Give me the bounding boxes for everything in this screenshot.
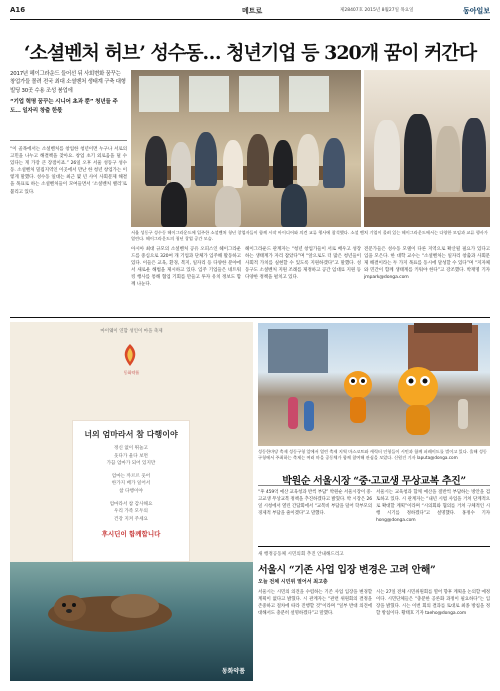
lede-rule [10,140,127,141]
brand-logo-icon [118,342,142,368]
ad-message-card [72,420,190,562]
festival-caption: 성동한마당 축제 성동구청 앞에서 열린 축제 지역 마스코트와 캐릭터 인형들이 시민과 함께 퍼레이드를 벌이고 있다. 올해 성동구청에서 주최하는 축제는 여러 마을 공동체가 함께 참여해 관심을 모았다. 신원건 기자 laputa@donga.com [258,449,487,460]
ad-tagline: 마이웨이 연합 성인이 마을 축제 [100,329,163,334]
otter-icon [40,580,190,642]
ad-cta: 후시딘이 함께합니다 [101,530,161,539]
ad-line: 정신 없이 뛰놀고 [114,446,148,451]
ad-line: 가끔 엄마가 되어 있지만 [106,461,156,467]
main-photo [131,70,361,227]
article-column-1: “이 골목에서는 소셜벤처를 창업한 청년이면 누구나 서로의 고민을 나누고 해결책을 찾아요. 창업 초기 외로움을 덜 수 있다는 게 가장 큰 장점이죠.” 26일 오후 서울 성동구 성수동. 소셜벤처 밀집지역인 이곳에서 만난 한 청년 창업가는 이렇게 말했다. 성수동 일대는 최근 몇 년 사이 사회문제 해결을 목표로 하는 소셜벤처들이 모여들면서 ‘소셜벤처 밸리’로 불리고 있다. [10,147,127,195]
story-b-rule [258,485,490,486]
page-number: A16 [10,6,26,14]
story-c-kicker: 새 행정공동체 시민의회 추진 안내해드리고 [258,552,344,557]
ad-line: 엄마는 까르르 웃어 [111,473,151,479]
story-c-rule [258,546,490,547]
story-c-column-2: 시는 27일 전체 시민위원회를 열어 향후 계획을 논의할 예정이다. 시민단체들은 “충분한 공론화 과정이 필요하다”는 입장을 밝혔다. 시는 이번 회의 결과를 토대로 최종 방침을 정할 방침이다. 황태호 기자 taeho@donga.com [376,590,490,616]
ad-line: 웃다가 울다 보면 [114,453,148,459]
masthead [10,6,490,18]
ad-line: 한가지 배가 일어서 [111,481,151,487]
mascot-icon [258,323,490,446]
ad-brand: 동화약품 [123,370,140,375]
article-column-3: 헤이그라운드 관계자는 “청년 창업가들이 서로 배우고 성장하는 생태계가 자리 잡았다”며 “앞으로도 더 많은 청년들이 사회적 가치를 실현할 수 있도록 지원하겠다”고 말했다. 성동구도 소셜벤처 지원 조례를 제정하고 공간 임대료 지원 등 다양한 정책을 펼치고 있다. [245,247,361,281]
story-b-column-2: 서울시는 교육청과 함께 예산을 절반씩 부담하는 방안을 검토하고 있다. 시 관계자는 “내년 시범 사업을 거쳐 단계적으로 확대할 계획”이라며 “시의회와 협의를 거쳐 구체적인 시행 시기를 정하겠다”고 설명했다. 홍정수 기자 hong@donga.com [376,490,490,523]
ad-line: 참 다행이야 [119,488,143,494]
section-divider [10,317,490,318]
ad-line: 건강 지켜 주세요 [114,516,148,522]
ad-title: 너의 엄마라서 참 다행이야 [84,430,178,439]
lede-subhead: “기업 혁명 꿈꾸는 시니어 초과 뿐” 청년들 주도… 일자리 창출 한몫 [10,99,118,114]
festival-photo [258,323,490,446]
story-c-column-1: 서울시는 시민의 의견을 수렴하는 기존 사업 입장을 변경할 계획이 없다고 밝혔다. 시 관계자는 “관련 위원회의 결정을 존중하고 절차에 따라 진행할 것”이라며 “일부 반대 의견에 대해서도 충분히 설명하겠다”고 말했다. [258,590,372,616]
masthead-rule [10,19,490,20]
advertisement [10,322,253,681]
issue-info: 제28407호 2015년 8월27일 목요일 [340,8,414,13]
side-photo [364,70,490,227]
main-headline: ‘소셜벤처 허브’ 성수동… 청년기업 등 320개 꿈이 커간다 [23,42,477,64]
ad-line: 엄마라서 참 감사해요 [109,501,153,507]
story-c-headline: 서울시 “기존 사업 입장 변경은 고려 안해” [258,565,436,576]
section-name: 메트로 [242,7,263,15]
lede-box [10,70,127,115]
main-photo-caption: 서울 성동구 성수동 헤이그라운드에 입주한 소셜벤처 청년 창업자들이 함께 시작 아이디어와 의견 교류 행사에 참석했다. 소셜 벤처 기업이 몰려 있는 헤이그라운드에서는 다양한 모임과 교류 행사가 열린다. 헤이그라운드의 청년 창업 공간 모습. [131,230,488,241]
article-column-4: 전문가들은 성수동 모델이 다른 지역으로 확산될 필요가 있다고 입을 모은다. 한 대학 교수는 “소셜벤처는 일자리 창출과 사회문제 해결이라는 두 가지 목표를 동시에 달성할 수 있다”며 “지자체와 민간이 함께 생태계를 키워야 한다”고 강조했다. 박재명 기자 jmpark@donga.com [364,247,490,281]
paper-name: 동아일보 [462,7,490,15]
story-c-subhead: 오늘 전체 시민위 열어서 최고층 [258,579,328,585]
ad-line: 우리 가족 모두의 [114,509,148,515]
story-b-headline: 박원순 서울시장 “중·고교생 무상교복 추진” [282,476,466,487]
article-column-2: 아시아 최대 규모의 소셜벤처 공유 오피스인 헤이그라운드를 중심으로 320여 개 기업과 단체가 입주해 활동하고 있다. 이들은 교육, 환경, 복지, 일자리 등 다양한 분야에서 새로운 해법을 제시하고 있다. 입주 기업들은 네트워킹 행사를 통해 협업 기회를 만들고 투자 유치 정보도 함께 나눈다. [131,247,241,288]
story-b-column-1: “후 459억 예산 교육청과 반씩 부담” 박원순 서울시장이 중·고교생 무상교복 정책을 추진하겠다고 밝혔다. 박 시장은 26일 시청에서 열린 간담회에서 “교복비 부담을 덜어 학부모의 경제적 부담을 줄이겠다”고 말했다. [258,490,372,516]
ad-footer-brand: 동화약품 [221,668,245,675]
lede-text: 2017년 헤이그라운드 들어선 뒤 사회변화 꿈꾸는 창업가들 몰려 전국 최대 소셜벤처 생태계 구축 대형빌딩 30곳 수용 조성 붐업에 [10,71,126,94]
